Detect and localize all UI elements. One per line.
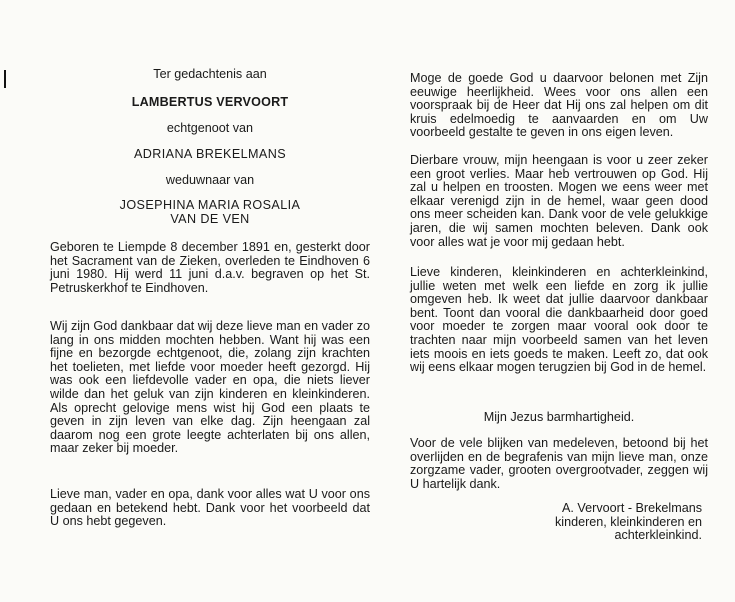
farewell-paragraph: Lieve man, vader en opa, dank voor alles wat U voor ons gedaan en betekend hebt. Dank voor het voorbeeld dat U ons hebt gegeven. — [50, 487, 370, 529]
signature-line-1: A. Vervoort - Brekelmans — [562, 501, 702, 515]
first-wife-name: JOSEPHINA MARIA ROSALIA — [119, 198, 301, 212]
first-wife-surname: VAN DE VEN — [170, 212, 250, 226]
intro-line: Ter gedachtenis aan — [153, 67, 267, 81]
children-paragraph: Lieve kinderen, kleinkinderen en achterkleinkind, jullie weten met welk een liefde en zorg ik jullie omgeven heb. Ik weet dat jullie daarvoor dankbaar bent. Toont dan vooral die dankbaarheid door goed voor moeder te zorgen maar vooral ook door te trachten naar mijn voorbeeld samen van het leven iets moois en iets goeds te maken. Leeft zo, dat ook wij eens elkaar mogen terugzien bij God in de hemel. — [410, 265, 708, 375]
heading-block — [50, 68, 370, 227]
signature-block — [410, 502, 702, 543]
tribute-paragraph: Wij zijn God dankbaar dat wij deze lieve man en vader zo lang in ons midden mochten hebben. Want hij was een fijne en bezorgde echtgenoot, die, zolang zijn krachten het toelieten, met liefde voor moeder heeft gezorgd. Hij was ook een liefdevolle vader en opa, die niets liever wilde dan het geluk van zijn kinderen en kleinkinderen. Als oprecht gelovige mens wist hij God een plaats te geven in zijn leven van elke dag. Zijn heengaan zal daarom nog een grote leegte achterlaten bij ons allen, maar zeker bij moeder. — [50, 319, 370, 456]
widower-intro: weduwnaar van — [165, 173, 255, 187]
spouse-name: ADRIANA BREKELMANS — [133, 147, 287, 161]
edge-mark — [4, 70, 6, 88]
biography: Geboren te Liempde 8 december 1891 en, gesterkt door het Sacrament van de Zieken, overleden te Eindhoven 6 juni 1980. Hij werd 11 juni d.a.v. begraven op het St. Petruskerkhof te Eindhoven. — [50, 240, 370, 295]
spouse-intro: echtgenoot van — [166, 121, 254, 135]
deceased-name: LAMBERTUS VERVOORT — [131, 95, 289, 109]
wife-paragraph: Dierbare vrouw, mijn heengaan is voor u zeer zeker een groot verlies. Maar heb vertrouwen op God. Hij zal u helpen en troosten. Mogen we eens weer met elkaar verenigd zijn in de hemel, waar geen dood ons meer scheiden kan. Dank voor de vele gelukkige jaren, die wij samen mochten beleven. Dank ook voor alles wat je voor mij gedaan hebt. — [410, 153, 708, 249]
prayer-line: Mijn Jezus barmhartigheid. — [483, 410, 635, 424]
signature-line-3: achterkleinkind. — [614, 528, 702, 543]
thanks-paragraph: Voor de vele blijken van medeleven, betoond bij het overlijden en de begrafenis van mijn lieve man, onze zorgzame vader, grooten overgrootvader, zeggen wij U hartelijk dank. — [410, 436, 708, 491]
signature-line-2: kinderen, kleinkinderen en — [554, 514, 702, 529]
blessing-paragraph: Moge de goede God u daarvoor belonen met Zijn eeuwige heerlijkheid. Wees voor ons allen een voorspraak bij de Heer dat Hij ons zal helpen om dit kruis edelmoedig te aanvaarden en om Uw voorbeeld gestalte te geven in ons eigen leven. — [410, 71, 708, 140]
